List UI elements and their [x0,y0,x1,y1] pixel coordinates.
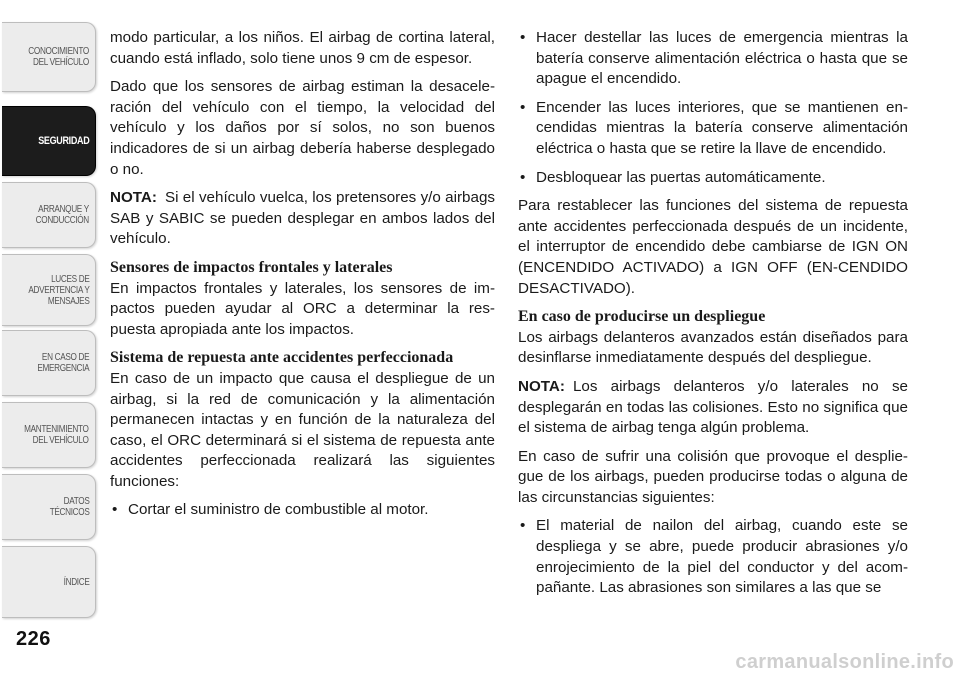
tab-conocimiento-del-vehiculo[interactable] [2,22,96,92]
tab-datos-tecnicos[interactable] [2,474,96,540]
left-column [110,28,495,529]
tab-label: SEGURIDAD [37,134,89,147]
paragraph: modo particular, a los niños. El airbag de cortina lateral, cuando está inflado, solo tiene unos 9 cm de espesor. [110,29,495,67]
tab-mantenimiento-del-vehiculo[interactable] [2,402,96,468]
note-text: Los airbags delanteros y/o laterales no se desplegarán en todas las colisiones. Esto no significa que el sistema de airbag tenga algún problema. [518,377,908,437]
tab-label: ÍNDICE [63,576,89,588]
tab-label: EN CASO DE EMERGENCIA [37,352,89,374]
circumstance-list [518,516,908,598]
list-item-text: El material de nailon del airbag, cuando este se despliega y se abre, puede producir abrasiones y/o enrojecimiento de la piel del conductor y del acom-pañante. Las abrasiones son similares a las que se [536,517,908,597]
note-label: NOTA: [110,189,157,207]
right-column [518,28,908,607]
page-number: 226 [16,628,51,650]
list-item [518,168,908,189]
tab-label: ARRANQUE Y CONDUCCIÓN [35,204,89,226]
section-heading: Sistema de repuesta ante accidentes perfeccionada [110,349,454,367]
paragraph: En caso de sufrir una colisión que provoque el desplie-gue de los airbags, pueden producirse todas o alguna de las circunstancias siguientes: [518,447,908,506]
paragraph: Los airbags delanteros avanzados están diseñados para desinflarse inmediatamente después del despliegue. [518,328,908,367]
tab-arranque-y-conduccion[interactable] [2,182,96,248]
tab-seguridad[interactable] [2,106,96,176]
list-item [110,500,495,521]
list-item [518,28,908,90]
tab-label: MANTENIMIENTO DEL VEHÍCULO [24,424,89,446]
tab-label: LUCES DE ADVERTENCIA Y MENSAJES [27,273,89,307]
tab-en-caso-de-emergencia[interactable] [2,330,96,396]
tab-label: DATOS TÉCNICOS [49,496,89,518]
list-item-text: Cortar el suministro de combustible al motor. [128,501,429,519]
section-heading: Sensores de impactos frontales y laterales [110,258,393,276]
list-item-text: Encender las luces interiores, que se mantienen en-cendidas mientras la batería conserve alimentación eléctrica o hasta que se retire la llave de encendido. [536,98,908,157]
note-paragraph [110,188,495,250]
list-item [518,516,908,598]
list-item-text: Hacer destellar las luces de emergencia mientras la batería conserve alimentación eléctrica o hasta que se apague el encendido. [536,29,908,88]
paragraph: En impactos frontales y laterales, los sensores de im-pactos pueden ayudar al ORC a determinar la res-puesta apropiada ante los impactos. [110,279,495,338]
paragraph: Para restablecer las funciones del sistema de repuesta ante accidentes perfeccionada después de un incidente, el interruptor de encendido debe cambiarse de IGN ON (ENCENDIDO ACTIVADO) a IGN OFF (EN-CENDIDO DESACTIVADO). [518,197,908,297]
tab-luces-de-advertencia[interactable] [2,254,96,326]
paragraph: En caso de un impacto que causa el despliegue de un airbag, si la red de comunicación y la alimentación permanecen intactas y en función de la naturaleza del caso, el ORC determinará si el sistema de repuesta ante accidentes perfeccionada realizará las siguientes funciones: [110,369,495,490]
chapter-tabs [0,0,100,678]
tab-label: CONOCIMIENTO DEL VEHÍCULO [28,46,89,68]
paragraph: Dado que los sensores de airbag estiman la desacele-ración del vehículo con el tiempo, la velocidad del vehículo y los daños por sí solos, no son buenos indicadores de si un airbag debería haberse desplegado o no. [110,78,495,178]
function-list [110,500,495,521]
watermark: carmanualsonline.info [735,651,954,673]
list-item-text: Desbloquear las puertas automáticamente. [536,168,826,186]
section-heading: En caso de producirse un despliegue [518,308,766,326]
note-paragraph [518,377,908,439]
note-text: Si el vehículo vuelca, los pretensores y/o airbags SAB y SABIC se pueden desplegar en ambos lados del vehículo. [110,189,495,248]
tab-indice[interactable] [2,546,96,618]
function-list-continued [518,28,908,188]
list-item [518,98,908,160]
note-label: NOTA: [518,377,565,395]
